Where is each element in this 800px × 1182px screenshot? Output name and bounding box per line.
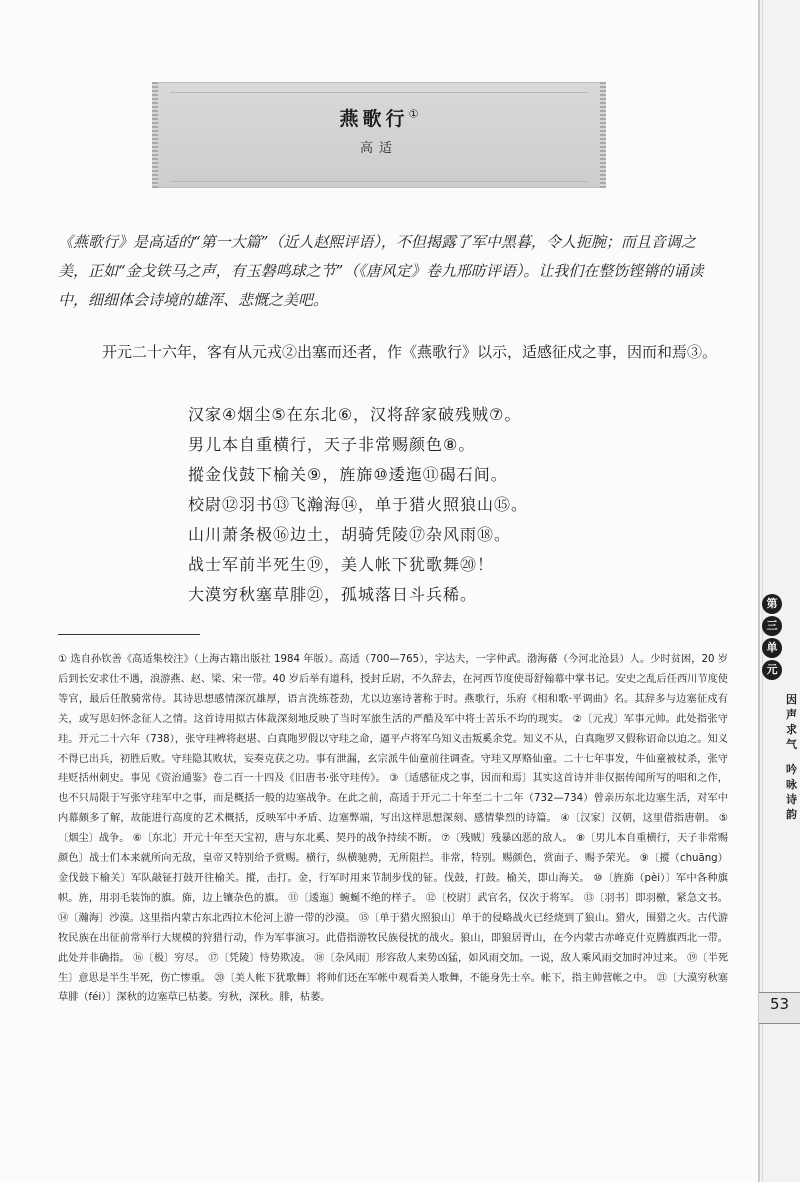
poem-line: 山川萧条极⑯边土，胡骑凭陵⑰杂风雨⑱。 <box>188 525 512 544</box>
footnote: ⑥〔东北〕开元十年至天宝初，唐与东北奚、契丹的战争持续不断。 <box>132 833 438 845</box>
footnote: ⑤〔烟尘〕战争。 <box>58 813 728 845</box>
unit-tab-circle: 第 <box>762 594 782 614</box>
page-number: 53 <box>769 995 790 1013</box>
title-footnote-mark: ① <box>408 107 419 121</box>
footnote: ⑲〔半死生〕意思是半生半死，伤亡惨重。 <box>58 952 729 984</box>
banner-edge-right <box>600 82 606 188</box>
footnote: ⑱〔杂风雨〕形容敌人来势凶猛，如风雨交加。一说，敌人乘风雨交加时冲过来。 <box>314 952 684 964</box>
banner-edge-left <box>152 82 158 188</box>
footnote: ②〔元戎〕军事元帅。此处指张守珪。开元二十六年（738），张守珪裨将赵堪、白真陁罗假以守珪之命，逼平卢将军乌知义击叛奚余党。知义不从，白真陁罗又假称诏命以迫之。知义不得已出兵，初胜后败。守珪隐其败状，妄奏克获之功。事有泄漏，玄宗派牛仙童前往调查。守珪又厚赂仙童。二十七年事发，牛仙童被杖杀，张守珪贬括州刺史。事见《资治通鉴》卷二百一十四及《旧唐书·张守珪传》。 <box>58 713 728 785</box>
footnote: ⑧〔男儿本自重横行，天子非常赐颜色〕战士们本来就所向无敌，皇帝又特别给予赏赐。横行，纵横驰骋，无所阻拦。非常，特别。赐颜色，赏面子、赐予荣光。 <box>58 833 728 865</box>
poem-author: 高适 <box>359 141 398 156</box>
footnote: ① 选自孙钦善《高适集校注》（上海古籍出版社 1984 年版）。高适（700—765），字达夫，一字仲武。渤海蓨（今河北沧县）人。少时贫困，20 岁后到长安求仕不遇，浪游燕、赵、梁、宋一带。40 岁后举有道科，授封丘尉，不久辞去，在河西节度使哥舒翰幕中掌书记。安史之乱后任西川节度使等官，最后任散骑常侍。其诗思想感情深沉雄厚，语言洗练苍劲，尤以边塞诗著称于时。燕歌行，乐府《相和歌·平调曲》名。其辞多与边塞征戍有关，或写思妇怀念征人之情。这首诗用拟古体裁深刻地反映了当时军旅生活的严酷及军中将士苦乐不均的现实。 <box>58 654 728 725</box>
unit-tab-title-2: 吟咏诗韵 <box>786 763 797 821</box>
footnote: ㉑〔大漠穷秋塞草腓（féi）〕深秋的边塞草已枯萎。穷秋，深秋。腓，枯萎。 <box>58 972 728 1004</box>
footnotes <box>58 650 728 1008</box>
footnote: ⑮〔单于猎火照狼山〕单于的侵略战火已经烧到了狼山。猎火，围猎之火。古代游牧民族在出征前常举行大规模的狩猎行动，作为军事演习。此借指游牧民族侵扰的战火。狼山，即狼居胥山，在今内蒙古赤峰克什克腾旗西北一带。此处并非确指。 <box>58 912 728 964</box>
footnote: ⑩〔旌旆（pèi）〕军中各种旗帜。旌，用羽毛装饰的旗。旆，边上镶杂色的旗。 <box>58 872 728 904</box>
poem-body <box>188 400 608 610</box>
unit-tab-circle: 元 <box>762 660 782 680</box>
footnote: ⑪〔逶迤〕蜿蜒不绝的样子。 <box>288 892 423 904</box>
footnote: ⑫〔校尉〕武官名，仅次于将军。 <box>425 892 581 904</box>
poem-line: 汉家④烟尘⑤在东北⑥，汉将辞家破残贼⑦。 <box>188 405 522 424</box>
footnote-rule <box>58 634 200 635</box>
footnote: ⑭〔瀚海〕沙漠。这里指内蒙古东北西拉木伦河上游一带的沙漠。 <box>58 912 356 924</box>
poem-preface: 开元二十六年，客有从元戎②出塞而还者，作《燕歌行》以示，适感征戍之事，因而和焉③。 <box>102 343 718 361</box>
footnote: ④〔汉家〕汉朝，这里借指唐朝。 <box>560 813 716 825</box>
footnote: ⑯〔极〕穷尽。 <box>133 952 206 964</box>
unit-tab-circle: 单 <box>762 638 782 658</box>
footnote: ③〔适感征戍之事，因而和焉〕其实这首诗并非仅据传闻所写的唱和之作，也不只局限于写张守珪军中之事，而是概括一般的边塞战争。在此之前，高适于开元二十年至二十二年（732—734）曾亲历东北边塞生活，对军中内幕颇多了解，故能进行高度的艺术概括，反映军中矛盾、边塞弊端，写出这样思想深刻、感情挚烈的诗篇。 <box>58 773 728 825</box>
poem-line: 校尉⑫羽书⑬飞瀚海⑭，单于猎火照狼山⑮。 <box>188 495 529 514</box>
poem-line: 大漠穷秋塞草腓㉑，孤城落日斗兵稀。 <box>188 585 478 604</box>
poem-title: 燕歌行① <box>339 107 419 130</box>
poem-line: 战士军前半死生⑲，美人帐下犹歌舞⑳！ <box>188 555 495 574</box>
poem-line: 男儿本自重横行，天子非常赐颜色⑧。 <box>188 435 476 454</box>
footnote: ⑨〔摐（chuāng）金伐鼓下榆关〕军队敲钲打鼓开往榆关。摐，击打。金，行军时用来节制步伐的钲。伐鼓，打鼓。榆关，即山海关。 <box>58 853 728 884</box>
footnote: ⑦〔残贼〕残暴凶恶的敌人。 <box>441 833 573 845</box>
footnote: ⑳〔美人帐下犹歌舞〕将帅们还在军帐中观看美人歌舞，不能身先士卒。帐下，指主帅营帐之中。 <box>214 972 654 984</box>
poem-line: 摐金伐鼓下榆关⑨，旌旆⑩逶迤⑪碣石间。 <box>188 465 508 484</box>
footnote: ⑬〔羽书〕即羽檄，紧急文书。 <box>583 892 728 904</box>
footnote: ⑰〔凭陵〕恃势欺凌。 <box>208 952 311 964</box>
unit-tab-circle: 三 <box>762 616 782 636</box>
intro-paragraph: 《燕歌行》是高适的“第一大篇”（近人赵熙评语），不但揭露了军中黑暮，令人扼腕；而且音调之美，正如“金戈铁马之声，有玉磐鸣球之节”（《唐风定》卷九邢昉评语）。让我们在整饬铿锵的诵读中，细细体会诗境的雄浑、悲慨之美吧。 <box>58 233 704 309</box>
unit-tab-title-1: 因声求气 <box>786 693 797 751</box>
